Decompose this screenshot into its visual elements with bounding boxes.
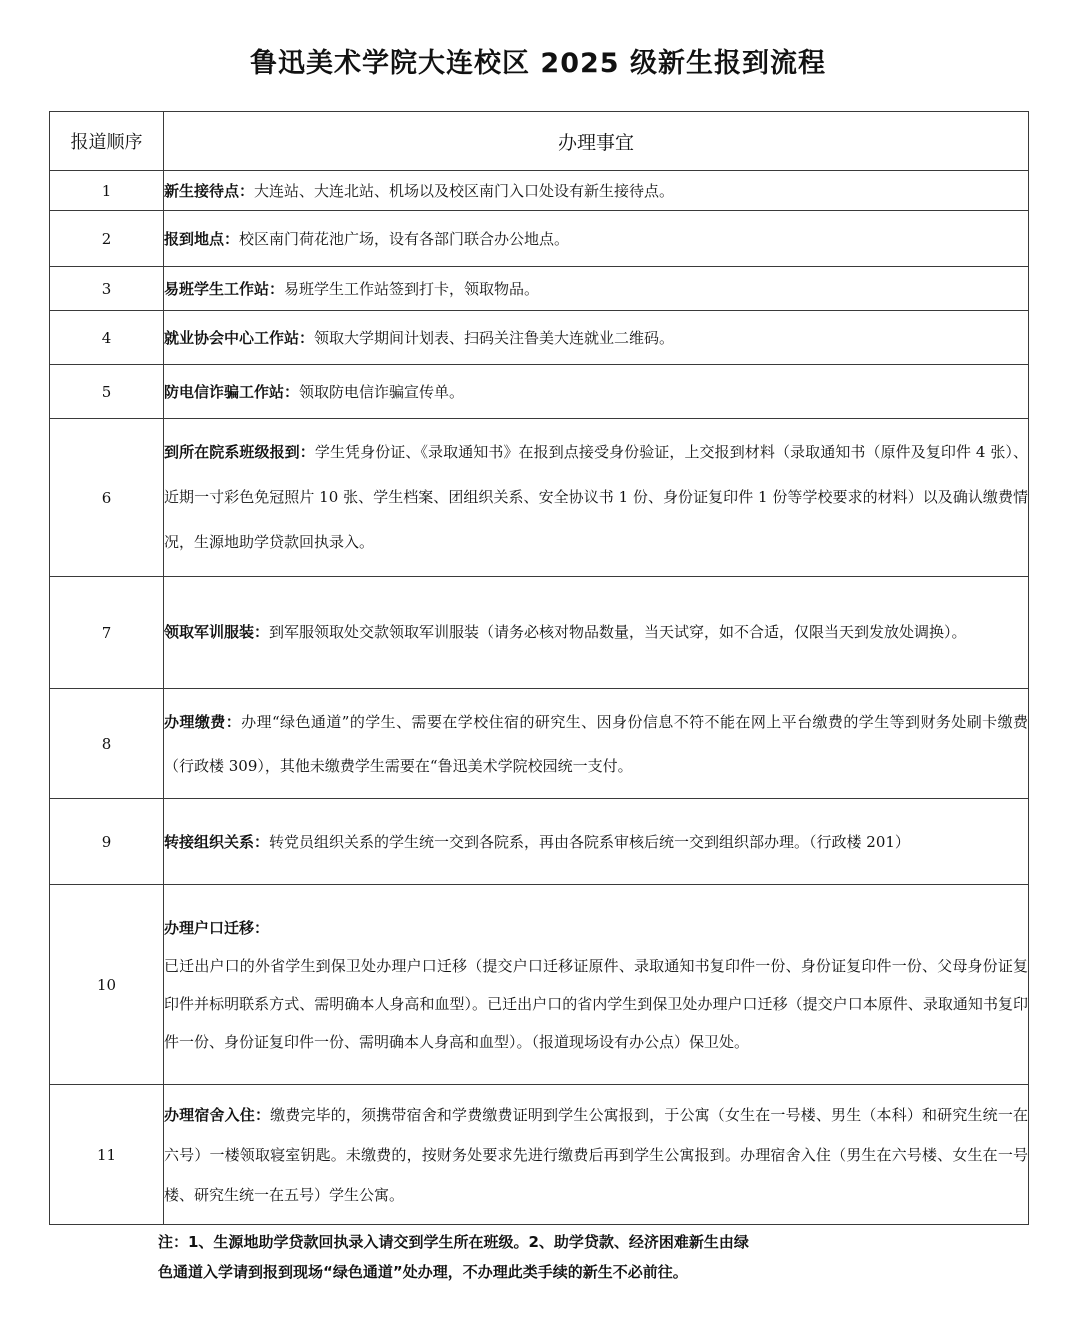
row-seq: 9: [50, 799, 164, 885]
row-label: 到所在院系班级报到：: [164, 443, 315, 461]
table-row: [50, 171, 1029, 211]
row-text: 领取防电信诈骗宣传单。: [299, 382, 465, 401]
row-item: [164, 311, 1029, 365]
table-row: [50, 311, 1029, 365]
row-label: 办理缴费：: [164, 712, 242, 731]
table-header-row: [50, 112, 1029, 171]
row-seq: 7: [50, 577, 164, 689]
header-seq: 报道顺序: [50, 112, 164, 171]
footnote-line-2: 色通道入学请到报到现场“绿色通道”处办理，不办理此类手续的新生不必前往。: [158, 1263, 688, 1281]
row-text: 缴费完毕的，须携带宿舍和学费缴费证明到学生公寓报到，于公寓（女生在一号楼、男生（本科）和研究生统一在六号）一楼领取寝室钥匙。未缴费的，按财务处要求先进行缴费后再到学生公寓报到。办理宿舍入住（男生在六号楼、女生在一号楼、研究生统一在五号）学生公寓。: [164, 1105, 1028, 1204]
row-text: 大连站、大连北站、机场以及校区南门入口处设有新生接待点。: [254, 181, 675, 200]
table-row: [50, 577, 1029, 689]
row-item: [164, 365, 1029, 419]
table-row: [50, 799, 1029, 885]
table-row: [50, 885, 1029, 1085]
row-label: 易班学生工作站：: [164, 279, 285, 298]
table-row: [50, 267, 1029, 311]
row-text: 学生凭身份证、《录取通知书》在报到点接受身份验证，上交报到材料（录取通知书（原件及复印件 4 张）、近期一寸彩色免冠照片 10 张、学生档案、团组织关系、安全协议书 1 份、身份证复印件 1 份等学校要求的材料）以及确认缴费情况，生源地助学贷款回执录入。: [164, 443, 1028, 551]
row-item: [164, 577, 1029, 689]
row-text: 转党员组织关系的学生统一交到各院系，再由各院系审核后统一交到组织部办理。（行政楼 201）: [269, 832, 910, 851]
row-seq: 10: [50, 885, 164, 1085]
footnote: [158, 1227, 938, 1287]
row-seq: 5: [50, 365, 164, 419]
row-item: [164, 171, 1029, 211]
row-label: 转接组织关系：: [164, 832, 270, 851]
row-label: 报到地点：: [164, 229, 240, 248]
table-row: [50, 365, 1029, 419]
table-row: [50, 211, 1029, 267]
row-label: 防电信诈骗工作站：: [164, 382, 300, 401]
row-seq: 1: [50, 171, 164, 211]
row-item: [164, 419, 1029, 577]
row-text: 易班学生工作站签到打卡，领取物品。: [284, 279, 540, 298]
row-label: 办理户口迁移：: [164, 918, 270, 937]
footnote-line-1: 注：1、生源地助学贷款回执录入请交到学生所在班级。2、助学贷款、经济困难新生由绿: [158, 1233, 749, 1251]
header-item: 办理事宜: [164, 112, 1029, 171]
table-row: [50, 419, 1029, 577]
row-text: 办理“绿色通道”的学生、需要在学校住宿的研究生、因身份信息不符不能在网上平台缴费的学生等到财务处刷卡缴费（行政楼 309），其他未缴费学生需要在“鲁迅美术学院校园统一支付。: [164, 712, 1028, 775]
row-seq: 2: [50, 211, 164, 267]
row-seq: 6: [50, 419, 164, 577]
row-item: [164, 211, 1029, 267]
row-item: [164, 689, 1029, 799]
table-row: [50, 1085, 1029, 1225]
row-item: [164, 885, 1029, 1085]
row-seq: 3: [50, 267, 164, 311]
row-text: 到军服领取处交款领取军训服装（请务必核对物品数量，当天试穿，如不合适，仅限当天到发放处调换）。: [269, 623, 967, 641]
row-seq: 11: [50, 1085, 164, 1225]
row-label: 办理宿舍入住：: [164, 1105, 271, 1124]
table-row: [50, 689, 1029, 799]
row-item: [164, 799, 1029, 885]
row-label: 领取军训服装：: [164, 623, 270, 641]
row-text: 校区南门荷花池广场，设有各部门联合办公地点。: [239, 229, 570, 248]
row-text: 领取大学期间计划表、扫码关注鲁美大连就业二维码。: [314, 328, 675, 347]
row-text: 已迁出户口的外省学生到保卫处办理户口迁移（提交户口迁移证原件、录取通知书复印件一份、身份证复印件一份、父母身份证复印件并标明联系方式、需明确本人身高和血型）。已迁出户口的省内学生到保卫处办理户口迁移（提交户口本原件、录取通知书复印件一份、身份证复印件一份、需明确本人身高和血型）。（报道现场设有办公点）保卫处。: [164, 956, 1028, 1051]
row-item: [164, 267, 1029, 311]
row-label: 就业协会中心工作站：: [164, 328, 315, 347]
row-label: 新生接待点：: [164, 181, 255, 200]
row-seq: 8: [50, 689, 164, 799]
registration-flow-table: [49, 111, 1029, 1225]
row-item: [164, 1085, 1029, 1225]
page-title: 鲁迅美术学院大连校区 2025 级新生报到流程: [250, 48, 826, 79]
row-seq: 4: [50, 311, 164, 365]
